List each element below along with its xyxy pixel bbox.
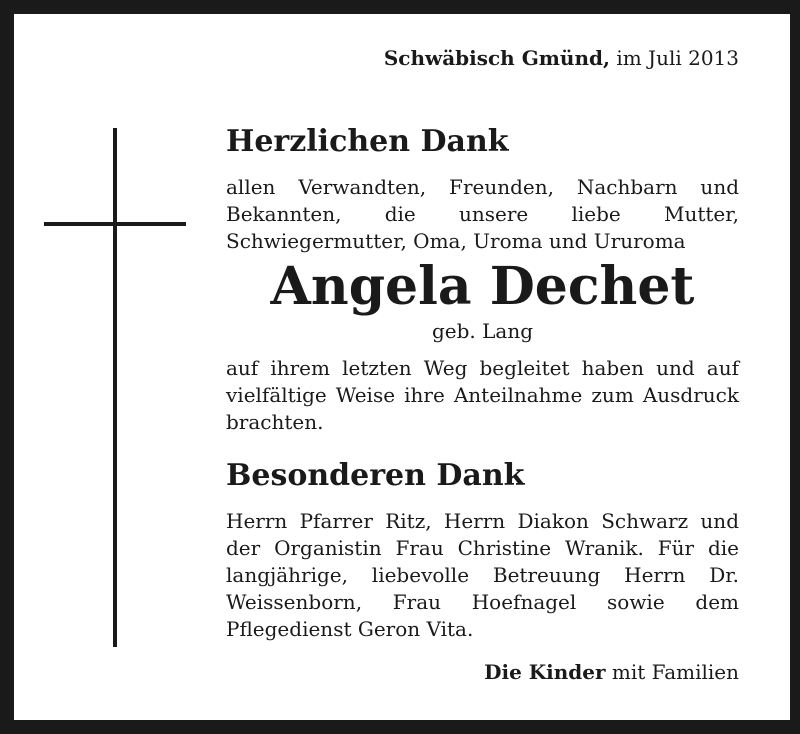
thanks-body: auf ihrem letzten Weg begleitet haben und auf vielfältige Weise ihre Anteilnahme zum Ausdruck brachten. (226, 356, 739, 434)
special-thanks-section (226, 458, 739, 643)
signature-rest: mit Familien (611, 660, 739, 684)
cross-horizontal-bar (44, 222, 186, 226)
thanks-section (226, 124, 739, 436)
birth-name: geb. Lang (431, 319, 534, 343)
special-thanks-body: Herrn Pfarrer Ritz, Herrn Diakon Schwarz und der Organistin Frau Christine Wranik. Für die langjährige, liebevolle Betreuung Herrn Dr. Weissenborn, Frau Hoefnagel sowie dem Pflegedienst Geron Vita. (226, 509, 739, 641)
signature (484, 660, 739, 684)
deceased-name: Angela Dechet (270, 256, 695, 317)
cross-vertical-bar (113, 128, 117, 647)
signature-bold: Die Kinder (484, 660, 606, 684)
date: im Juli 2013 (616, 46, 739, 70)
thanks-heading: Herzlichen Dank (226, 124, 509, 159)
place: Schwäbisch Gmünd, (383, 46, 610, 70)
special-thanks-heading: Besonderen Dank (226, 458, 525, 493)
place-date-line (384, 46, 739, 70)
thanks-intro: allen Verwandten, Freunden, Nachbarn und Bekannten, die unsere liebe Mutter, Schwiegermutter, Oma, Uroma und Ururoma (226, 175, 739, 253)
